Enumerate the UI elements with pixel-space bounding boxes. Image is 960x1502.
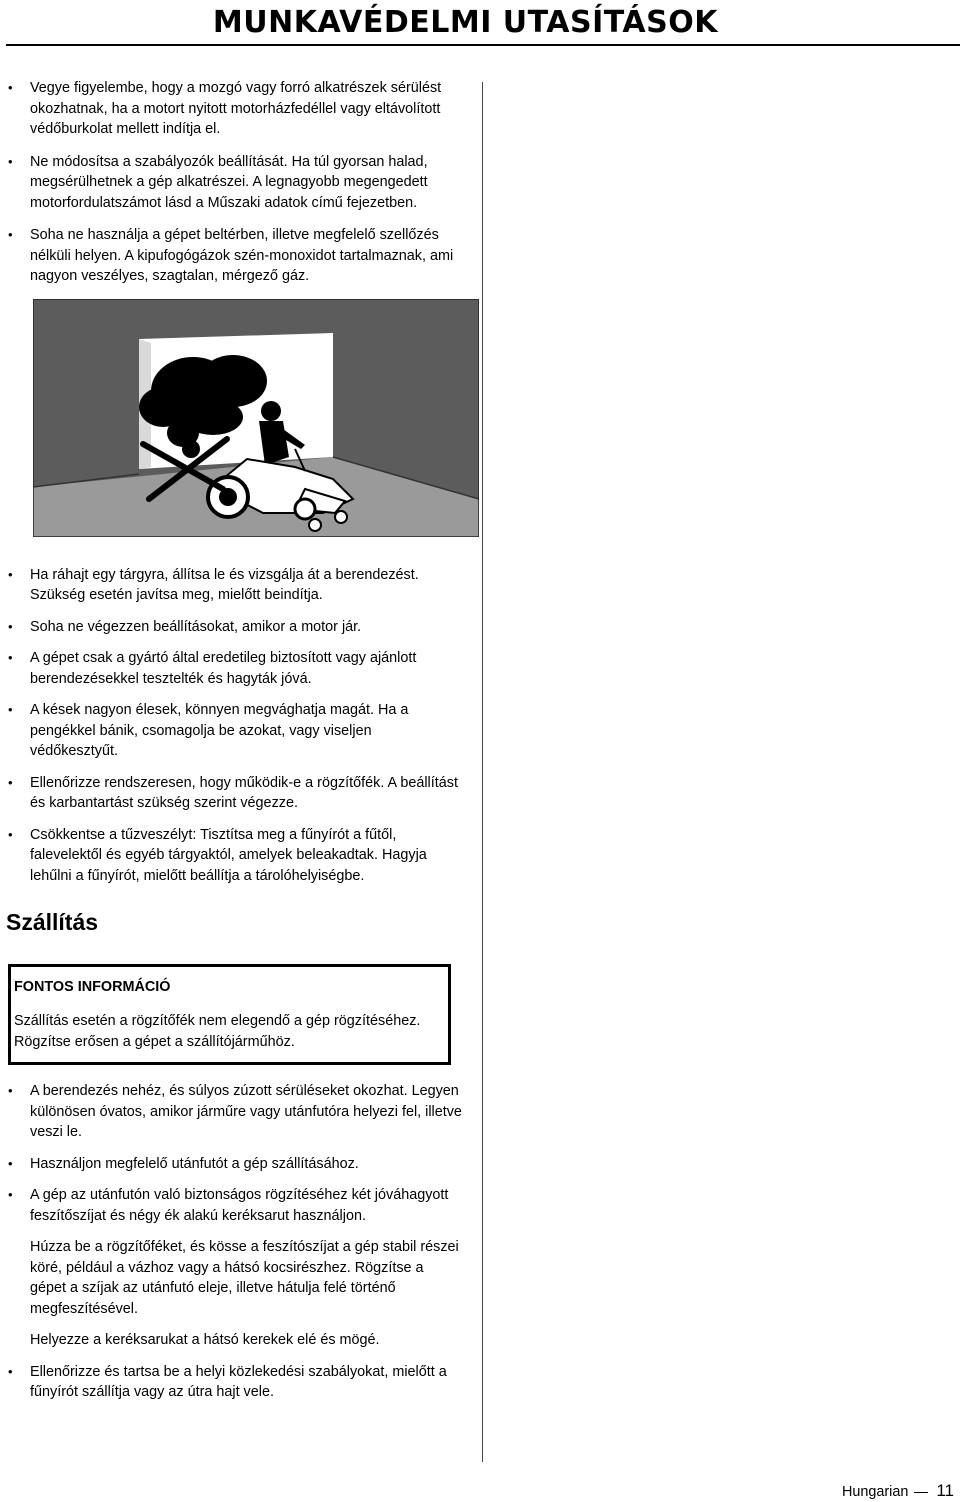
list-item: • Vegye figyelembe, hogy a mozgó vagy forró alkatrészek sérülést okozhatnak, ha a motort nyitott motorházfedéllel vagy eltávolított védőburkolat mellett indítja el.: [8, 78, 463, 140]
main-column: [8, 78, 463, 1414]
notice-title: FONTOS INFORMÁCIÓ: [14, 979, 171, 995]
list-item: • Használjon megfelelő utánfutót a gép szállításához.: [8, 1154, 463, 1175]
footer-rule: [914, 1492, 928, 1493]
header-rule: [6, 44, 960, 46]
list-item: • A berendezés nehéz, és súlyos zúzott sérüléseket okozhat. Legyen különösen óvatos, amikor járműre vagy utánfutóra helyezi fel, illetve veszi le.: [8, 1081, 463, 1143]
notice-text: Szállítás esetén a rögzítőfék nem elegendő a gép rögzítéséhez. Rögzítse erősen a gépet a szállítójárműhöz.: [14, 1013, 421, 1050]
transport-list-final: [8, 1362, 463, 1403]
list-item: • A gép az utánfutón való biztonságos rögzítéséhez két jóváhagyott feszítőszíjat és négy ék alakú keréksarut használjon.: [8, 1185, 463, 1226]
transport-paragraph: Húzza be a rögzítőféket, és kösse a feszítószíjat a gép stabil részei köré, például a vázhoz vagy a hátsó kocsirészhez. Rögzítse a gépet a szíjak az utánfutó eleje, illetve hátulja felé történő megfeszítésével.: [30, 1239, 459, 1317]
list-item: • Soha ne végezzen beállításokat, amikor a motor jár.: [8, 617, 463, 638]
footer-language: Hungarian: [841, 1484, 909, 1500]
page-title: MUNKAVÉDELMI UTASÍTÁSOK: [212, 5, 718, 40]
page-footer: [842, 1482, 954, 1501]
indoor-exhaust-warning-illustration: [33, 299, 479, 537]
transport-section-title: Szállítás: [6, 909, 99, 935]
column-divider: [482, 82, 483, 1462]
transport-paragraph: Helyezze a keréksarukat a hátsó kerekek elé és mögé.: [30, 1332, 380, 1348]
list-item: • A kések nagyon élesek, könnyen megvághatja magát. Ha a pengékkel bánik, csomagolja be azokat, vagy viseljen védőkesztyűt.: [8, 700, 463, 762]
page-header: [0, 0, 960, 46]
list-item: • Soha ne használja a gépet beltérben, illetve megfelelő szellőzés nélküli helyen. A kipufogógázok szén-monoxidot tartalmaznak, ami nagyon veszélyes, szagtalan, mérgező gáz.: [8, 225, 463, 287]
safety-list-top: [8, 78, 463, 287]
list-item: • Ellenőrizze rendszeresen, hogy működik-e a rögzítőfék. A beállítást és karbantartást szükség szerint végezze.: [8, 773, 463, 814]
list-item: • Ne módosítsa a szabályozók beállítását. Ha túl gyorsan halad, megsérülhetnek a gép alkatrészei. A legnagyobb megengedett motorfordulatszámot lásd a Műszaki adatok című fejezetben.: [8, 152, 463, 214]
transport-list: [8, 1081, 463, 1226]
safety-list-bottom: [8, 565, 463, 887]
list-item: • Ha ráhajt egy tárgyra, állítsa le és vizsgálja át a berendezést. Szükség esetén javítsa meg, mielőtt beindítja.: [8, 565, 463, 606]
list-item: • Ellenőrizze és tartsa be a helyi közlekedési szabályokat, mielőtt a fűnyírót szállítja vagy az útra hajt vele.: [8, 1362, 463, 1403]
list-item: • A gépet csak a gyártó által eredetileg biztosított vagy ajánlott berendezésekkel tesztelték és hagyták jóvá.: [8, 648, 463, 689]
list-item: • Csökkentse a tűzveszélyt: Tisztítsa meg a fűnyírót a fűtől, falevelektől és egyéb tárgyaktól, amelyek beleakadtak. Hagyja lehűlni a fűnyírót, mielőtt beállítja a tárolóhelyiségbe.: [8, 825, 463, 887]
page-number: 11: [936, 1481, 954, 1500]
important-notice-box: [8, 964, 451, 1065]
